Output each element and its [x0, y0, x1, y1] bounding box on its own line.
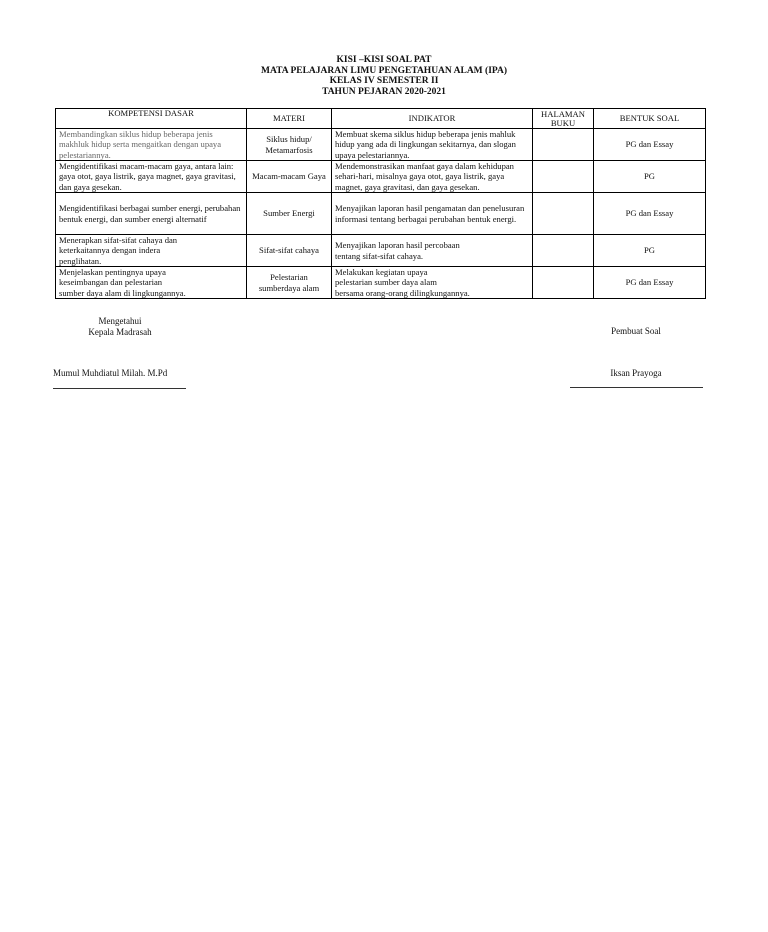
- header-indikator: INDIKATOR: [332, 109, 533, 129]
- header-halaman-line2: BUKU: [550, 117, 576, 128]
- class-semester: KELAS IV SEMESTER II: [329, 76, 439, 86]
- document-title: KISI –KISI SOAL PAT: [336, 55, 432, 65]
- row5-kompetensi: [56, 267, 247, 299]
- row5-halaman: [533, 267, 594, 299]
- document-header: [0, 55, 768, 97]
- row5-indikator-line: Melakukan kegiatan upaya: [335, 267, 428, 278]
- row4-halaman: [533, 235, 594, 267]
- row3-materi: Sumber Energi: [247, 193, 332, 235]
- row3-indikator: Menyajikan laporan hasil pengamatan dan penelusuran informasi tentang berbagai perubahan bentuk energi.: [332, 193, 533, 235]
- header-materi: MATERI: [247, 109, 332, 129]
- header-halaman-line1: HALAMAN: [541, 108, 585, 119]
- row2-indikator: Mendemonstrasikan manfaat gaya dalam kehidupan sehari-hari, misalnya gaya otot, gaya listrik, gaya magnet, gaya gravitasi, dan gaya gesekan.: [332, 161, 533, 193]
- row4-kompetensi-line: Menerapkan sifat-sifat cahaya dan: [59, 235, 178, 246]
- signature-line-principal: [53, 388, 186, 389]
- row4-kompetensi-line: keterkaitannya dengan indera: [59, 245, 161, 256]
- row1-bentuk: PG dan Essay: [594, 129, 706, 161]
- row5-bentuk: PG dan Essay: [594, 267, 706, 299]
- subject-title: MATA PELAJARAN LIMU PENGETAHUAN ALAM (IPA): [260, 65, 508, 76]
- row4-materi: Sifat-sifat cahaya: [247, 235, 332, 267]
- table-row: [56, 193, 706, 235]
- row3-halaman: [533, 193, 594, 235]
- row5-indikator: [332, 267, 533, 299]
- header-kompetensi-dasar: KOMPETENSI DASAR: [56, 109, 247, 129]
- row5-indikator-line: pelestarian sumber daya alam: [335, 277, 437, 288]
- row4-kompetensi-line: penglihatan.: [59, 255, 102, 266]
- row4-kompetensi: [56, 235, 247, 267]
- school-year: TAHUN PEJARAN 2020-2021: [322, 86, 446, 97]
- author-title: Pembuat Soal: [611, 326, 661, 336]
- row2-materi: Macam-macam Gaya: [247, 161, 332, 193]
- table-header-row: [56, 109, 706, 129]
- row4-indikator-line: tentang sifat-sifat cahaya.: [335, 250, 424, 261]
- row4-indikator: [332, 235, 533, 267]
- table-row: [56, 235, 706, 267]
- row4-bentuk: PG: [594, 235, 706, 267]
- table-row: [56, 129, 706, 161]
- row3-kompetensi: Mengidentifikasi berbagai sumber energi, perubahan bentuk energi, dan sumber energi alternatif: [56, 193, 247, 235]
- row1-materi: Siklus hidup/ Metamarfosis: [247, 129, 332, 161]
- kisi-kisi-table: [55, 108, 706, 299]
- signature-line-author: [570, 387, 703, 388]
- approval-block: [70, 316, 170, 337]
- author-name: Iksan Prayoga: [610, 368, 662, 378]
- table-row: [56, 267, 706, 299]
- row1-kompetensi: Membandingkan siklus hidup beberapa jenis makhluk hidup serta mengaitkan dengan upaya pelestariannya.: [56, 129, 247, 161]
- approval-label: Mengetahui: [98, 316, 142, 326]
- principal-title: Kepala Madrasah: [88, 326, 152, 337]
- row5-indikator-line: bersama orang-orang dilingkungannya.: [335, 287, 470, 298]
- header-halaman-buku: [533, 109, 594, 129]
- row5-materi: Pelestarian sumberdaya alam: [247, 267, 332, 299]
- header-bentuk-soal: BENTUK SOAL: [594, 109, 706, 129]
- row2-kompetensi: Mengidentifikasi macam-macam gaya, antara lain: gaya otot, gaya listrik, gaya magnet, gaya gravitasi, dan gaya gesekan.: [56, 161, 247, 193]
- row5-kompetensi-line: keseimbangan dan pelestarian: [59, 277, 163, 288]
- principal-name: Mumul Muhdiatul Milah. M.Pd: [53, 368, 168, 378]
- row1-indikator: Membuat skema siklus hidup beberapa jenis mahluk hidup yang ada di lingkungan sekitarnya, dan slogan upaya pelestariannya.: [332, 129, 533, 161]
- table-row: [56, 161, 706, 193]
- row4-indikator-line: Menyajikan laporan hasil percobaan: [335, 240, 460, 251]
- row1-halaman: [533, 129, 594, 161]
- row2-halaman: [533, 161, 594, 193]
- row2-bentuk: PG: [594, 161, 706, 193]
- row5-kompetensi-line: sumber daya alam di lingkungannya.: [59, 287, 186, 298]
- row3-bentuk: PG dan Essay: [594, 193, 706, 235]
- row5-kompetensi-line: Menjelaskan pentingnya upaya: [59, 267, 166, 278]
